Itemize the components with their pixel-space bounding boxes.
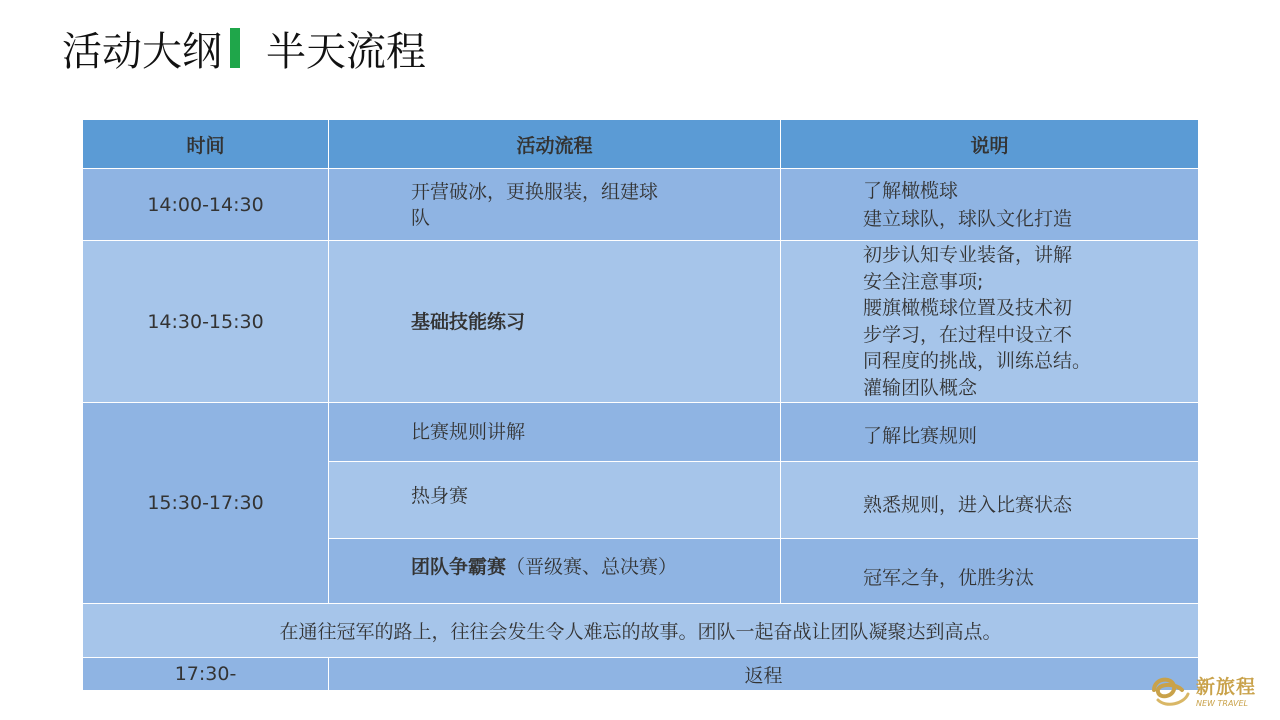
description-text: 熟悉规则，进入比赛状态 [863,493,1073,516]
activity-cell [329,462,781,539]
logo-cn-text: 新旅程 [1196,676,1257,698]
activity-cell [329,241,781,403]
activity-text: 基础技能练习 [411,310,526,333]
description-cell [781,403,1199,462]
description-cell [781,462,1199,539]
table-row [83,658,1199,691]
activity-line: 开营破冰，更换服装，组建球 [411,180,659,203]
description-text: 冠军之争，优胜劣汰 [863,566,1035,589]
table-header-row [83,120,1199,169]
activity-text: 热身赛 [411,485,469,507]
title-left: 活动大纲 [62,28,222,75]
description-cell [781,169,1199,241]
time-cell: 17:30- [83,658,329,691]
description-cell [781,539,1199,604]
schedule-table [82,119,1199,691]
activity-bold-text: 团队争霸赛 [411,556,507,578]
description-text: 了解比赛规则 [863,424,978,447]
time-cell: 14:30-15:30 [83,241,329,403]
activity-cell [329,403,781,462]
time-cell: 14:00-14:30 [83,169,329,241]
logo-en-text: NEW TRAVEL [1196,699,1248,708]
activity-cell: 返程 [329,658,1199,691]
activity-line: 队 [411,206,431,229]
description-line: 同程度的挑战，训练总结。 [863,350,1092,372]
table-row [83,403,1199,462]
description-line: 腰旗橄榄球位置及技术初 [863,297,1073,319]
header-activity: 活动流程 [329,120,781,169]
description-line: 灌输团队概念 [863,376,978,399]
header-description: 说明 [781,120,1199,169]
activity-text: 比赛规则讲解 [411,421,526,443]
description-line: 了解橄榄球 [863,179,959,202]
note-cell: 在通往冠军的路上，往往会发生令人难忘的故事。团队一起奋战让团队凝聚达到高点。 [83,604,1199,658]
page-title [62,22,426,74]
description-line: 建立球队，球队文化打造 [863,207,1073,230]
note-row [83,604,1199,658]
header-time: 时间 [83,120,329,169]
brand-logo [1144,668,1270,712]
title-right: 半天流程 [266,28,426,75]
title-accent-bar [230,28,240,68]
description-line: 步学习，在过程中设立不 [863,323,1073,346]
activity-cell [329,169,781,241]
activity-cell [329,539,781,604]
table-row [83,169,1199,241]
logo-mark-icon [1144,670,1194,710]
activity-text [329,554,780,588]
description-cell [781,241,1199,403]
description-line: 安全注意事项; [863,270,984,293]
activity-extra-text: （晋级赛、总决赛） [506,556,678,578]
table-row [83,241,1199,403]
time-cell: 15:30-17:30 [83,403,329,604]
description-line: 初步认知专业装备，讲解 [863,244,1073,266]
